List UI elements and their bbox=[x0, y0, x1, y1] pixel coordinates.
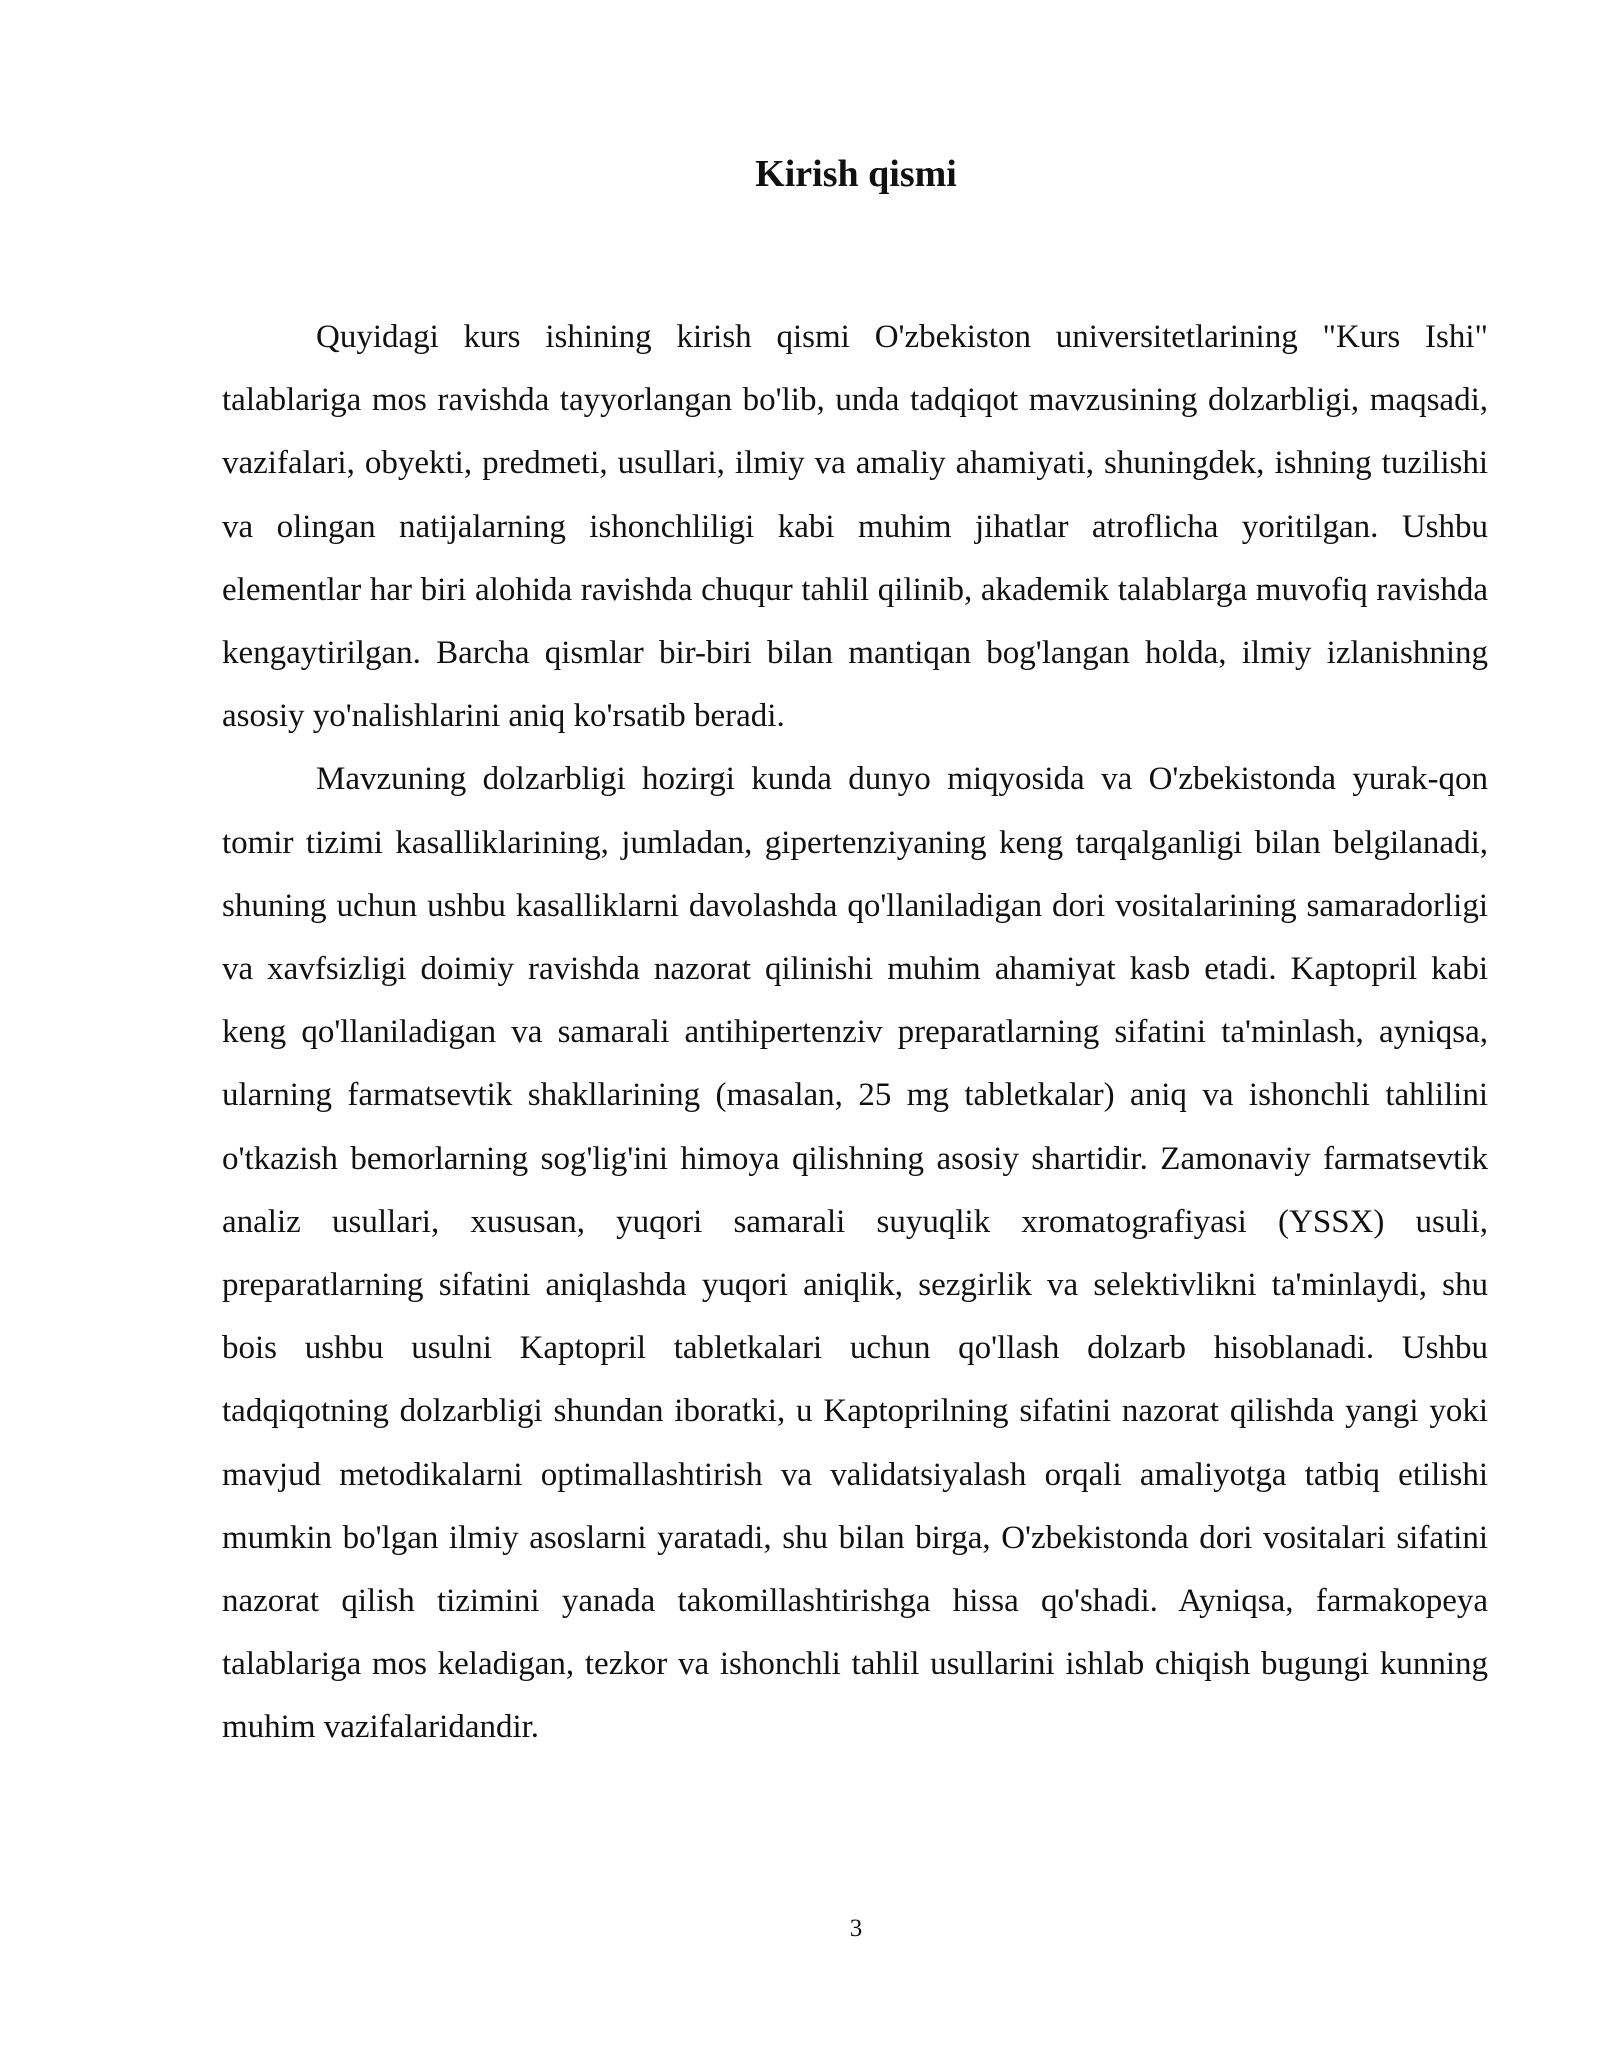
document-body bbox=[222, 306, 1488, 1760]
page-number: 3 bbox=[849, 1915, 863, 1942]
paragraph-relevance: Mavzuning dolzarbligi hozirgi kunda dunyo miqyosida va O'zbekistonda yurak-qon tomir tizimi kasalliklarining, jumladan, gipertenziyaning keng tarqalganligi bilan belgilanadi, shuning uchun ushbu kasalliklarni davolashda qo'llaniladigan dori vositalarining samaradorligi va xavfsizligi doimiy ravishda nazorat qilinishi muhim ahamiyat kasb etadi. Kaptopril kabi keng qo'llaniladigan va samarali antihipertenziv preparatlarning sifatini ta'minlash, ayniqsa, ularning farmatsevtik shakllarining (masalan, 25 mg tabletkalar) aniq va ishonchli tahlilini o'tkazish bemorlarning sog'lig'ini himoya qilishning asosiy shartidir. Zamonaviy farmatsevtik analiz usullari, xususan, yuqori samarali suyuqlik xromatografiyasi (YSSX) usuli, preparatlarning sifatini aniqlashda yuqori aniqlik, sezgirlik va selektivlikni ta'minlaydi, shu bois ushbu usulni Kaptopril tabletkalari uchun qo'llash dolzarb hisoblanadi. Ushbu tadqiqotning dolzarbligi shundan iboratki, u Kaptoprilning sifatini nazorat qilishda yangi yoki mavjud metodikalarni optimallashtirish va validatsiyalash orqali amaliyotga tatbiq etilishi mumkin bo'lgan ilmiy asoslarni yaratadi, shu bilan birga, O'zbekistonda dori vositalari sifatini nazorat qilish tizimini yanada takomillashtirishga hissa qo'shadi. Ayniqsa, farmakopeya talablariga mos keladigan, tezkor va ishonchli tahlil usullarini ishlab chiqish bugungi kunning muhim vazifalaridandir. bbox=[222, 761, 1488, 1746]
page-title: Kirish qismi bbox=[755, 153, 957, 195]
paragraph-intro: Quyidagi kurs ishining kirish qismi O'zbekiston universitetlarining "Kurs Ishi" talablariga mos ravishda tayyorlangan bo'lib, unda tadqiqot mavzusining dolzarbligi, maqsadi, vazifalari, obyekti, predmeti, usullari, ilmiy va amaliy ahamiyati, shuningdek, ishning tuzilishi va olingan natijalarning ishonchliligi kabi muhim jihatlar atroflicha yoritilgan. Ushbu elementlar har biri alohida ravishda chuqur tahlil qilinib, akademik talablarga muvofiq ravishda kengaytirilgan. Barcha qismlar bir-biri bilan mantiqan bog'langan holda, ilmiy izlanishning asosiy yo'nalishlarini aniq ko'rsatib beradi. bbox=[222, 319, 1488, 735]
